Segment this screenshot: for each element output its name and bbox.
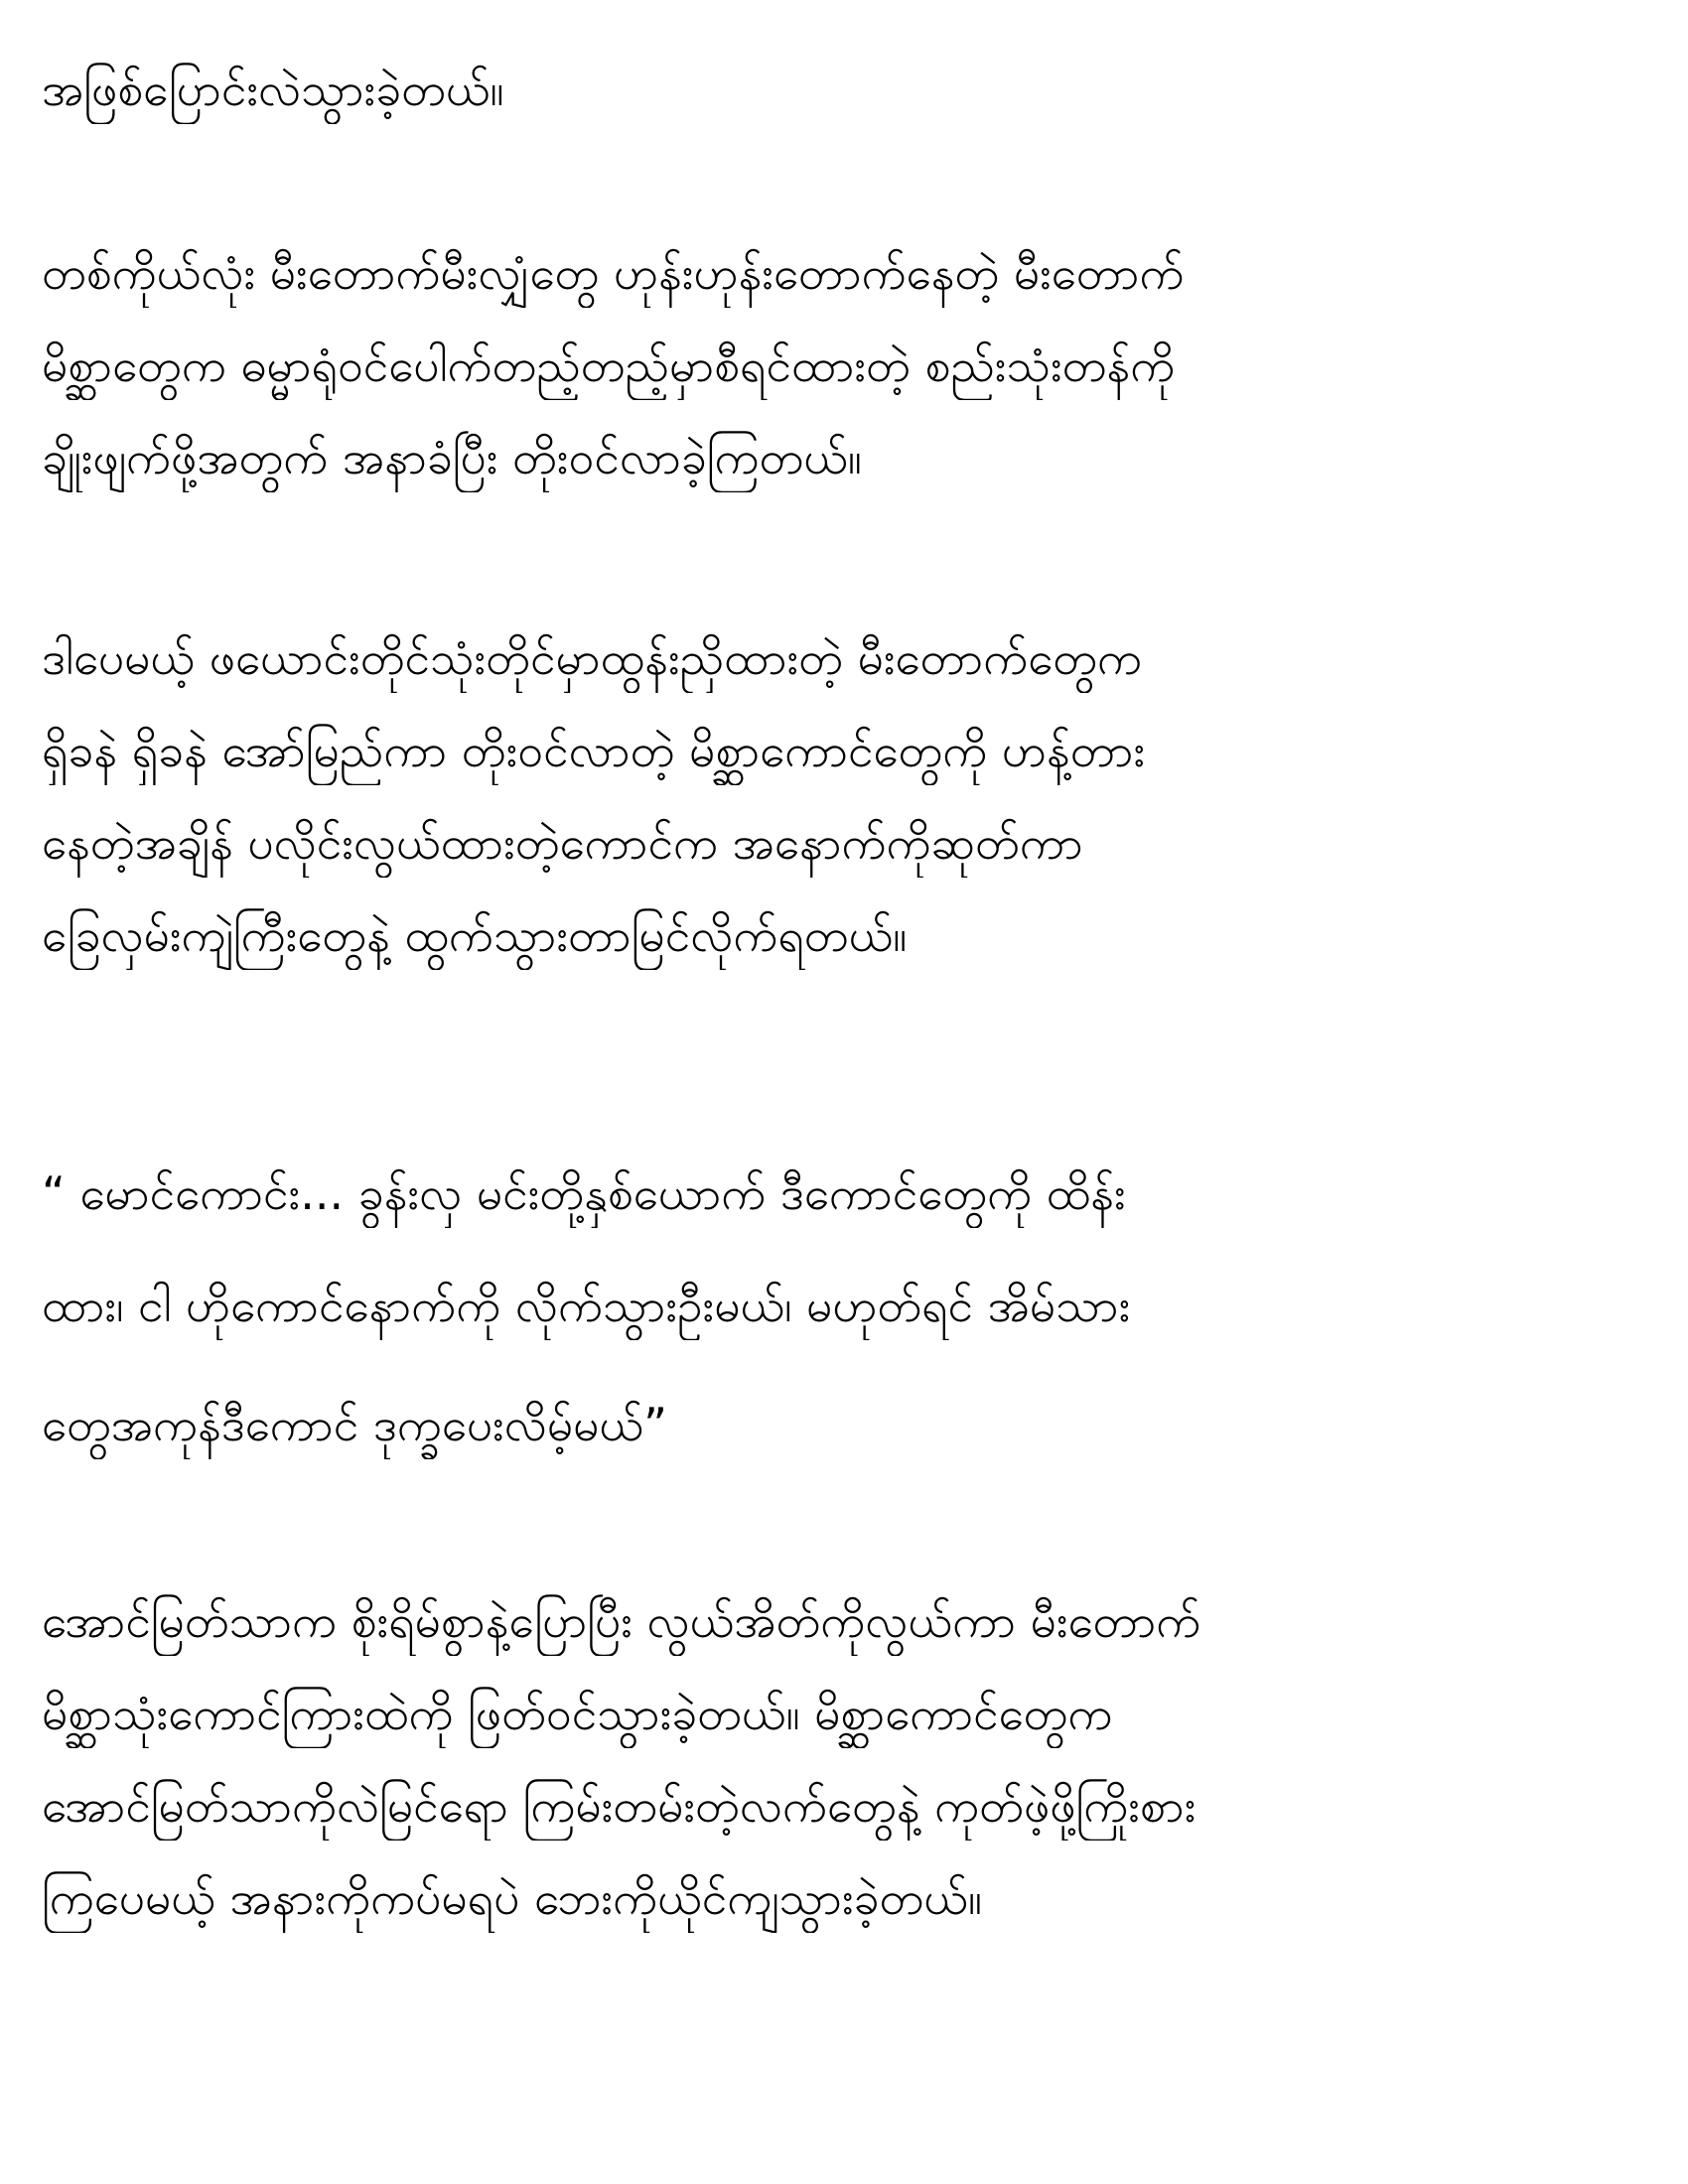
paragraph-4-line-3: တွေအကုန်ဒီကောင် ဒုက္ခပေးလိမ့်မယ်” bbox=[42, 1398, 667, 1451]
paragraph-5-line-2: မိစ္ဆာသုံးကောင်ကြားထဲကို ဖြတ်ဝင်သွားခဲ့တယ်။ မိစ္ဆာကောင်တွေက bbox=[42, 1687, 1113, 1740]
paragraph-1-line-1: အဖြစ်ပြောင်းလဲသွားခဲ့တယ်။ bbox=[42, 63, 504, 116]
paragraph-5-line-4: ကြပေမယ့် အနားကိုကပ်မရပဲ ဘေးကိုယိုင်ကျသွားခဲ့တယ်။ bbox=[42, 1871, 982, 1925]
paragraph-3-line-4: ခြေလှမ်းကျဲကြီးတွေနဲ့ ထွက်သွားတာမြင်လိုက်ရတယ်။ bbox=[42, 908, 908, 962]
paragraph-2-line-3: ချိုးဖျက်ဖို့အတွက် အနာခံပြီး တိုးဝင်လာခဲ့ကြတယ်။ bbox=[42, 431, 862, 484]
paragraph-2-line-2: မိစ္ဆာတွေက ဓမ္မာရုံဝင်ပေါက်တည့်တည့်မှာစီရင်ထားတဲ့ စည်းသုံးတန်ကို bbox=[42, 339, 1176, 392]
paragraph-4-line-2: ထား၊ ငါ ဟိုကောင်နောက်ကို လိုက်သွားဦးမယ်၊ မဟုတ်ရင် အိမ်သား bbox=[42, 1279, 1131, 1332]
paragraph-4-line-1: “ မောင်ကောင်း... ခွန်းလှ မင်းတို့နှစ်ယောက် ဒီကောင်တွေကို ထိန်း bbox=[42, 1166, 1126, 1220]
paragraph-3-line-3: နေတဲ့အချိန် ပလိုင်းလွယ်ထားတဲ့ကောင်က အနောက်ကိုဆုတ်ကာ bbox=[42, 816, 1083, 870]
paragraph-3-line-2: ရှိခနဲ ရှိခနဲ အော်မြည်ကာ တိုးဝင်လာတဲ့ မိစ္ဆာကောင်တွေကို ဟန့်တား bbox=[42, 724, 1146, 777]
paragraph-3-line-1: ဒါပေမယ့် ဖယောင်းတိုင်သုံးတိုင်မှာထွန်းညှိထားတဲ့ မီးတောက်တွေက bbox=[42, 631, 1142, 685]
paragraph-2-line-1: တစ်ကိုယ်လုံး မီးတောက်မီးလျှံတွေ ဟုန်းဟုန်းတောက်နေတဲ့ မီးတောက် bbox=[42, 246, 1185, 300]
paragraph-5-line-3: အောင်မြတ်သာကိုလဲမြင်ရော ကြမ်းတမ်းတဲ့လက်တွေနဲ့ ကုတ်ဖဲ့ဖို့ကြိုးစား bbox=[42, 1779, 1196, 1833]
paragraph-5-line-1: အောင်မြတ်သာက စိုးရိမ်စွာနဲ့ပြောပြီး လွယ်အိတ်ကိုလွယ်ကာ မီးတောက် bbox=[42, 1594, 1201, 1648]
